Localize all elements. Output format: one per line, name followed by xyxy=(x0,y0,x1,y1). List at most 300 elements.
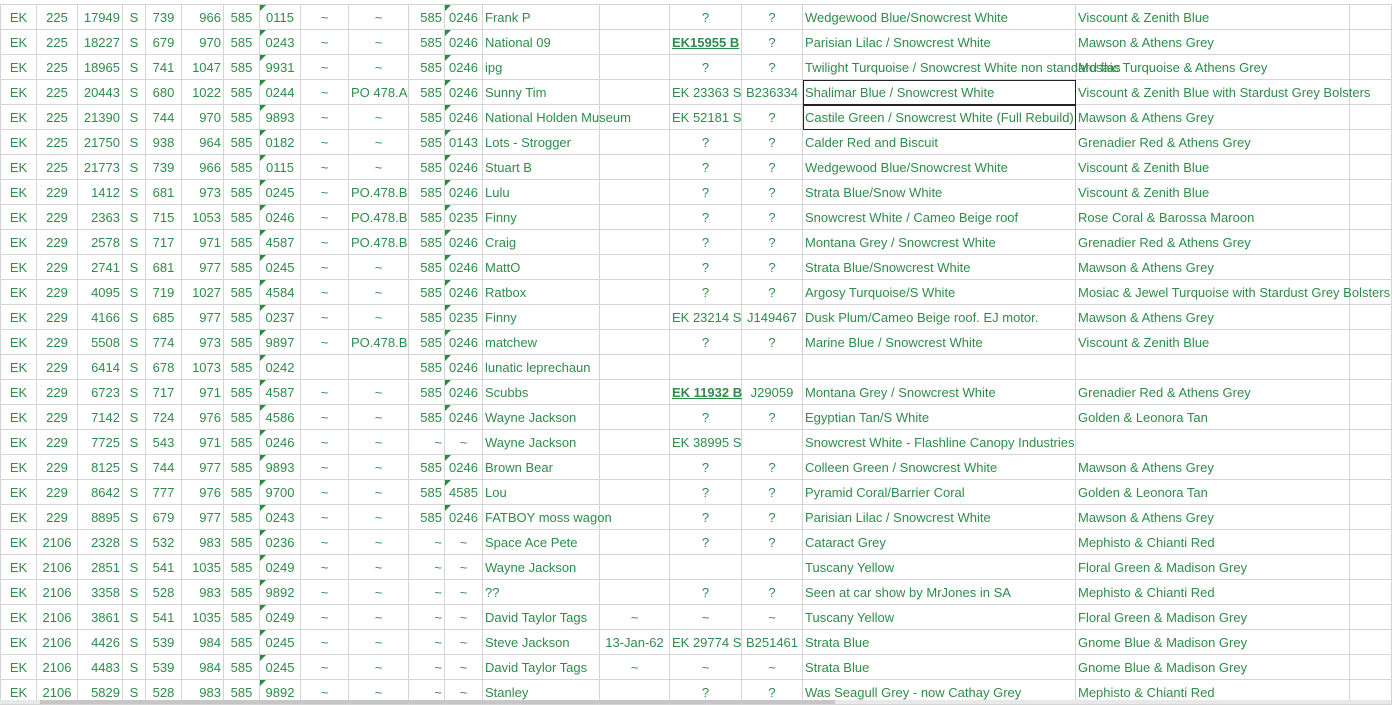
serial-cell[interactable]: 20443 xyxy=(78,80,123,105)
po-cell[interactable]: ~ xyxy=(349,530,409,555)
po-cell[interactable]: ~ xyxy=(349,305,409,330)
plate-cell[interactable]: ? xyxy=(670,205,742,230)
plate-cell[interactable]: ? xyxy=(670,580,742,605)
date-cell[interactable] xyxy=(600,330,670,355)
trim-desc-cell[interactable]: Mawson & Athens Grey xyxy=(1076,105,1350,130)
po-cell[interactable]: ~ xyxy=(349,480,409,505)
plate-cell[interactable]: ? xyxy=(670,455,742,480)
body-code-cell[interactable]: 229 xyxy=(37,355,78,380)
po-cell[interactable]: ~ xyxy=(349,455,409,480)
paint-cell[interactable]: 539 xyxy=(146,655,182,680)
plate-cell[interactable] xyxy=(670,555,742,580)
spare-cell[interactable] xyxy=(1350,430,1392,455)
paint-cell[interactable]: 678 xyxy=(146,355,182,380)
code2-cell[interactable]: 0246 xyxy=(445,380,483,405)
prefix2-cell[interactable]: 585 xyxy=(409,205,445,230)
code2-cell[interactable]: 0246 xyxy=(445,230,483,255)
option-cell[interactable]: ~ xyxy=(301,180,349,205)
type-cell[interactable]: S xyxy=(123,580,146,605)
trim-cell[interactable]: 1035 xyxy=(182,605,224,630)
paint-desc-cell[interactable]: Argosy Turquoise/S White xyxy=(803,280,1076,305)
code-cell[interactable]: 0237 xyxy=(260,305,301,330)
engine-cell[interactable]: ~ xyxy=(742,605,803,630)
trim-cell[interactable]: 966 xyxy=(182,5,224,30)
model-cell[interactable]: EK xyxy=(1,230,37,255)
code-cell[interactable]: 9700 xyxy=(260,480,301,505)
serial-cell[interactable]: 4166 xyxy=(78,305,123,330)
paint-cell[interactable]: 685 xyxy=(146,305,182,330)
prefix-cell[interactable]: 585 xyxy=(224,180,260,205)
date-cell[interactable]: ~ xyxy=(600,655,670,680)
spare-cell[interactable] xyxy=(1350,230,1392,255)
prefix2-cell[interactable]: ~ xyxy=(409,580,445,605)
engine-cell[interactable]: ? xyxy=(742,55,803,80)
code-cell[interactable]: 0245 xyxy=(260,255,301,280)
prefix2-cell[interactable]: 585 xyxy=(409,105,445,130)
owner-cell[interactable]: matchew xyxy=(483,330,600,355)
code2-cell[interactable]: 0246 xyxy=(445,455,483,480)
body-code-cell[interactable]: 229 xyxy=(37,480,78,505)
model-cell[interactable]: EK xyxy=(1,605,37,630)
prefix2-cell[interactable]: ~ xyxy=(409,680,445,705)
engine-cell[interactable] xyxy=(742,355,803,380)
trim-cell[interactable]: 1047 xyxy=(182,55,224,80)
plate-cell[interactable]: ? xyxy=(670,680,742,705)
type-cell[interactable]: S xyxy=(123,5,146,30)
owner-cell[interactable]: Finny xyxy=(483,305,600,330)
prefix2-cell[interactable]: 585 xyxy=(409,180,445,205)
prefix2-cell[interactable]: 585 xyxy=(409,480,445,505)
serial-cell[interactable]: 17949 xyxy=(78,5,123,30)
po-cell[interactable]: ~ xyxy=(349,630,409,655)
model-cell[interactable]: EK xyxy=(1,630,37,655)
body-code-cell[interactable]: 229 xyxy=(37,230,78,255)
paint-cell[interactable]: 777 xyxy=(146,480,182,505)
code2-cell[interactable]: 0235 xyxy=(445,305,483,330)
model-cell[interactable]: EK xyxy=(1,55,37,80)
code2-cell[interactable]: 0143 xyxy=(445,130,483,155)
model-cell[interactable]: EK xyxy=(1,30,37,55)
code2-cell[interactable]: 0246 xyxy=(445,255,483,280)
code-cell[interactable]: 9892 xyxy=(260,580,301,605)
code2-cell[interactable]: ~ xyxy=(445,655,483,680)
owner-cell[interactable]: National 09 xyxy=(483,30,600,55)
paint-desc-cell[interactable]: Strata Blue xyxy=(803,630,1076,655)
model-cell[interactable]: EK xyxy=(1,355,37,380)
serial-cell[interactable]: 5508 xyxy=(78,330,123,355)
spare-cell[interactable] xyxy=(1350,530,1392,555)
code-cell[interactable]: 0245 xyxy=(260,655,301,680)
trim-desc-cell[interactable]: Grenadier Red & Athens Grey xyxy=(1076,380,1350,405)
serial-cell[interactable]: 2578 xyxy=(78,230,123,255)
po-cell[interactable]: ~ xyxy=(349,30,409,55)
serial-cell[interactable]: 1412 xyxy=(78,180,123,205)
code2-cell[interactable]: 0246 xyxy=(445,180,483,205)
spare-cell[interactable] xyxy=(1350,405,1392,430)
serial-cell[interactable]: 8895 xyxy=(78,505,123,530)
plate-cell[interactable]: EK 38995 S xyxy=(670,430,742,455)
owner-cell[interactable]: Wayne Jackson xyxy=(483,430,600,455)
engine-cell[interactable]: ? xyxy=(742,580,803,605)
body-code-cell[interactable]: 225 xyxy=(37,130,78,155)
po-cell[interactable] xyxy=(349,355,409,380)
owner-cell[interactable]: Ratbox xyxy=(483,280,600,305)
engine-cell[interactable]: ? xyxy=(742,330,803,355)
prefix2-cell[interactable]: 585 xyxy=(409,405,445,430)
po-cell[interactable]: ~ xyxy=(349,255,409,280)
paint-cell[interactable]: 679 xyxy=(146,505,182,530)
option-cell[interactable]: ~ xyxy=(301,105,349,130)
paint-cell[interactable]: 774 xyxy=(146,330,182,355)
model-cell[interactable]: EK xyxy=(1,130,37,155)
engine-cell[interactable]: ? xyxy=(742,530,803,555)
plate-cell[interactable]: ? xyxy=(670,280,742,305)
paint-desc-cell[interactable]: Colleen Green / Snowcrest White xyxy=(803,455,1076,480)
paint-cell[interactable]: 744 xyxy=(146,105,182,130)
body-code-cell[interactable]: 229 xyxy=(37,455,78,480)
prefix-cell[interactable]: 585 xyxy=(224,480,260,505)
po-cell[interactable]: ~ xyxy=(349,5,409,30)
spare-cell[interactable] xyxy=(1350,30,1392,55)
code-cell[interactable]: 0115 xyxy=(260,5,301,30)
spare-cell[interactable] xyxy=(1350,80,1392,105)
prefix-cell[interactable]: 585 xyxy=(224,505,260,530)
paint-cell[interactable]: 681 xyxy=(146,255,182,280)
type-cell[interactable]: S xyxy=(123,605,146,630)
spare-cell[interactable] xyxy=(1350,105,1392,130)
body-code-cell[interactable]: 2106 xyxy=(37,555,78,580)
body-code-cell[interactable]: 229 xyxy=(37,305,78,330)
engine-cell[interactable]: ? xyxy=(742,155,803,180)
paint-cell[interactable]: 680 xyxy=(146,80,182,105)
engine-cell[interactable]: ? xyxy=(742,30,803,55)
owner-cell[interactable]: Space Ace Pete xyxy=(483,530,600,555)
owner-cell[interactable]: David Taylor Tags xyxy=(483,655,600,680)
engine-cell[interactable]: ? xyxy=(742,130,803,155)
spare-cell[interactable] xyxy=(1350,305,1392,330)
spare-cell[interactable] xyxy=(1350,355,1392,380)
plate-cell[interactable]: EK 23363 S xyxy=(670,80,742,105)
body-code-cell[interactable]: 229 xyxy=(37,430,78,455)
trim-desc-cell[interactable]: Mephisto & Chianti Red xyxy=(1076,580,1350,605)
spare-cell[interactable] xyxy=(1350,555,1392,580)
trim-desc-cell[interactable]: Viscount & Zenith Blue xyxy=(1076,330,1350,355)
paint-cell[interactable]: 532 xyxy=(146,530,182,555)
prefix2-cell[interactable]: 585 xyxy=(409,255,445,280)
owner-cell[interactable]: Craig xyxy=(483,230,600,255)
code2-cell[interactable]: 0246 xyxy=(445,30,483,55)
trim-desc-cell[interactable]: Viscount & Zenith Blue xyxy=(1076,5,1350,30)
plate-cell[interactable]: EK 23214 S xyxy=(670,305,742,330)
paint-desc-cell[interactable]: Cataract Grey xyxy=(803,530,1076,555)
po-cell[interactable]: ~ xyxy=(349,130,409,155)
type-cell[interactable]: S xyxy=(123,505,146,530)
owner-cell[interactable]: Stanley xyxy=(483,680,600,705)
code2-cell[interactable]: 0246 xyxy=(445,505,483,530)
code-cell[interactable]: 4586 xyxy=(260,405,301,430)
prefix-cell[interactable]: 585 xyxy=(224,155,260,180)
trim-desc-cell[interactable]: Mawson & Athens Grey xyxy=(1076,505,1350,530)
paint-desc-cell[interactable]: Was Seagull Grey - now Cathay Grey xyxy=(803,680,1076,705)
owner-cell[interactable]: Scubbs xyxy=(483,380,600,405)
prefix-cell[interactable]: 585 xyxy=(224,280,260,305)
trim-cell[interactable]: 966 xyxy=(182,155,224,180)
paint-desc-cell[interactable]: Twilight Turquoise / Snowcrest White non standard flas xyxy=(803,55,1076,80)
prefix-cell[interactable]: 585 xyxy=(224,530,260,555)
trim-desc-cell[interactable]: Golden & Leonora Tan xyxy=(1076,405,1350,430)
date-cell[interactable] xyxy=(600,5,670,30)
trim-cell[interactable]: 973 xyxy=(182,180,224,205)
type-cell[interactable]: S xyxy=(123,630,146,655)
trim-desc-cell[interactable]: Viscount & Zenith Blue xyxy=(1076,155,1350,180)
date-cell[interactable] xyxy=(600,280,670,305)
body-code-cell[interactable]: 2106 xyxy=(37,655,78,680)
prefix-cell[interactable]: 585 xyxy=(224,230,260,255)
code2-cell[interactable]: ~ xyxy=(445,530,483,555)
engine-cell[interactable]: ? xyxy=(742,505,803,530)
serial-cell[interactable]: 2328 xyxy=(78,530,123,555)
paint-cell[interactable]: 739 xyxy=(146,155,182,180)
owner-cell[interactable]: Wayne Jackson xyxy=(483,405,600,430)
engine-cell[interactable]: J29059 xyxy=(742,380,803,405)
engine-cell[interactable]: ? xyxy=(742,405,803,430)
paint-cell[interactable]: 539 xyxy=(146,630,182,655)
date-cell[interactable] xyxy=(600,130,670,155)
model-cell[interactable]: EK xyxy=(1,80,37,105)
date-cell[interactable] xyxy=(600,255,670,280)
code2-cell[interactable]: ~ xyxy=(445,430,483,455)
trim-desc-cell[interactable]: Mosiac & Jewel Turquoise with Stardust Grey Bolsters xyxy=(1076,280,1350,305)
spare-cell[interactable] xyxy=(1350,5,1392,30)
type-cell[interactable]: S xyxy=(123,555,146,580)
code2-cell[interactable]: ~ xyxy=(445,580,483,605)
date-cell[interactable] xyxy=(600,480,670,505)
trim-desc-cell[interactable]: Viscount & Zenith Blue with Stardust Grey Bolsters xyxy=(1076,80,1350,105)
spare-cell[interactable] xyxy=(1350,330,1392,355)
po-cell[interactable]: ~ xyxy=(349,605,409,630)
date-cell[interactable] xyxy=(600,30,670,55)
option-cell[interactable]: ~ xyxy=(301,380,349,405)
type-cell[interactable]: S xyxy=(123,430,146,455)
body-code-cell[interactable]: 225 xyxy=(37,55,78,80)
paint-cell[interactable]: 741 xyxy=(146,55,182,80)
owner-cell[interactable]: ipg xyxy=(483,55,600,80)
engine-cell[interactable]: B251461 xyxy=(742,630,803,655)
prefix2-cell[interactable]: ~ xyxy=(409,430,445,455)
body-code-cell[interactable]: 225 xyxy=(37,30,78,55)
body-code-cell[interactable]: 2106 xyxy=(37,530,78,555)
option-cell[interactable]: ~ xyxy=(301,505,349,530)
paint-desc-cell[interactable]: Wedgewood Blue/Snowcrest White xyxy=(803,155,1076,180)
paint-cell[interactable]: 541 xyxy=(146,555,182,580)
spare-cell[interactable] xyxy=(1350,480,1392,505)
option-cell[interactable]: ~ xyxy=(301,330,349,355)
engine-cell[interactable]: ? xyxy=(742,230,803,255)
type-cell[interactable]: S xyxy=(123,480,146,505)
owner-cell[interactable]: Sunny Tim xyxy=(483,80,600,105)
trim-cell[interactable]: 977 xyxy=(182,505,224,530)
trim-desc-cell[interactable]: Gnome Blue & Madison Grey xyxy=(1076,630,1350,655)
date-cell[interactable] xyxy=(600,380,670,405)
po-cell[interactable]: ~ xyxy=(349,505,409,530)
paint-desc-cell[interactable]: Dusk Plum/Cameo Beige roof. EJ motor. xyxy=(803,305,1076,330)
prefix2-cell[interactable]: ~ xyxy=(409,655,445,680)
prefix2-cell[interactable]: 585 xyxy=(409,505,445,530)
po-cell[interactable]: ~ xyxy=(349,655,409,680)
body-code-cell[interactable]: 225 xyxy=(37,155,78,180)
paint-desc-cell[interactable]: Egyptian Tan/S White xyxy=(803,405,1076,430)
date-cell[interactable] xyxy=(600,455,670,480)
serial-cell[interactable]: 4483 xyxy=(78,655,123,680)
code-cell[interactable]: 0243 xyxy=(260,30,301,55)
plate-cell[interactable]: ? xyxy=(670,405,742,430)
code2-cell[interactable]: 0235 xyxy=(445,205,483,230)
serial-cell[interactable]: 6723 xyxy=(78,380,123,405)
type-cell[interactable]: S xyxy=(123,155,146,180)
trim-cell[interactable]: 983 xyxy=(182,680,224,705)
date-cell[interactable] xyxy=(600,355,670,380)
code-cell[interactable]: 0244 xyxy=(260,80,301,105)
body-code-cell[interactable]: 225 xyxy=(37,80,78,105)
paint-cell[interactable]: 715 xyxy=(146,205,182,230)
model-cell[interactable]: EK xyxy=(1,680,37,705)
option-cell[interactable]: ~ xyxy=(301,655,349,680)
code-cell[interactable]: 4587 xyxy=(260,380,301,405)
plate-cell[interactable]: ~ xyxy=(670,605,742,630)
engine-cell[interactable]: ? xyxy=(742,255,803,280)
type-cell[interactable]: S xyxy=(123,455,146,480)
trim-desc-cell[interactable]: Grenadier Red & Athens Grey xyxy=(1076,230,1350,255)
serial-cell[interactable]: 3861 xyxy=(78,605,123,630)
option-cell[interactable]: ~ xyxy=(301,555,349,580)
trim-cell[interactable]: 976 xyxy=(182,405,224,430)
body-code-cell[interactable]: 2106 xyxy=(37,680,78,705)
paint-desc-cell[interactable]: Wedgewood Blue/Snowcrest White xyxy=(803,5,1076,30)
code2-cell[interactable]: ~ xyxy=(445,680,483,705)
spare-cell[interactable] xyxy=(1350,155,1392,180)
owner-cell[interactable]: FATBOY moss wagon xyxy=(483,505,600,530)
serial-cell[interactable]: 7142 xyxy=(78,405,123,430)
trim-cell[interactable]: 971 xyxy=(182,430,224,455)
engine-cell[interactable] xyxy=(742,555,803,580)
prefix-cell[interactable]: 585 xyxy=(224,455,260,480)
paint-cell[interactable]: 543 xyxy=(146,430,182,455)
trim-desc-cell[interactable]: Mephisto & Chianti Red xyxy=(1076,530,1350,555)
po-cell[interactable]: ~ xyxy=(349,155,409,180)
spare-cell[interactable] xyxy=(1350,130,1392,155)
code2-cell[interactable]: 0246 xyxy=(445,355,483,380)
prefix2-cell[interactable]: ~ xyxy=(409,605,445,630)
po-cell[interactable]: PO.478.B xyxy=(349,330,409,355)
engine-cell[interactable]: ? xyxy=(742,105,803,130)
trim-cell[interactable]: 984 xyxy=(182,655,224,680)
paint-desc-cell[interactable]: Marine Blue / Snowcrest White xyxy=(803,330,1076,355)
owner-cell[interactable]: David Taylor Tags xyxy=(483,605,600,630)
model-cell[interactable]: EK xyxy=(1,205,37,230)
type-cell[interactable]: S xyxy=(123,280,146,305)
prefix2-cell[interactable]: ~ xyxy=(409,630,445,655)
model-cell[interactable]: EK xyxy=(1,280,37,305)
type-cell[interactable]: S xyxy=(123,105,146,130)
trim-desc-cell[interactable]: Gnome Blue & Madison Grey xyxy=(1076,655,1350,680)
prefix2-cell[interactable]: 585 xyxy=(409,30,445,55)
prefix2-cell[interactable]: ~ xyxy=(409,555,445,580)
engine-cell[interactable]: ? xyxy=(742,455,803,480)
code2-cell[interactable]: ~ xyxy=(445,605,483,630)
model-cell[interactable]: EK xyxy=(1,530,37,555)
paint-cell[interactable]: 724 xyxy=(146,405,182,430)
prefix2-cell[interactable]: 585 xyxy=(409,355,445,380)
type-cell[interactable]: S xyxy=(123,405,146,430)
paint-desc-cell[interactable]: Seen at car show by MrJones in SA xyxy=(803,580,1076,605)
prefix2-cell[interactable]: 585 xyxy=(409,155,445,180)
prefix-cell[interactable]: 585 xyxy=(224,5,260,30)
trim-desc-cell[interactable]: Mawson & Athens Grey xyxy=(1076,455,1350,480)
trim-desc-cell[interactable]: Mawson & Athens Grey xyxy=(1076,305,1350,330)
paint-cell[interactable]: 739 xyxy=(146,5,182,30)
option-cell[interactable]: ~ xyxy=(301,430,349,455)
scrollbar-thumb[interactable] xyxy=(40,700,835,704)
spare-cell[interactable] xyxy=(1350,280,1392,305)
serial-cell[interactable]: 5829 xyxy=(78,680,123,705)
body-code-cell[interactable]: 229 xyxy=(37,255,78,280)
po-cell[interactable]: ~ xyxy=(349,55,409,80)
type-cell[interactable]: S xyxy=(123,305,146,330)
date-cell[interactable] xyxy=(600,80,670,105)
spare-cell[interactable] xyxy=(1350,380,1392,405)
paint-desc-cell[interactable]: Snowcrest White - Flashline Canopy Industries xyxy=(803,430,1076,455)
owner-cell[interactable]: Stuart B xyxy=(483,155,600,180)
code2-cell[interactable]: 0246 xyxy=(445,280,483,305)
po-cell[interactable]: ~ xyxy=(349,380,409,405)
serial-cell[interactable]: 18227 xyxy=(78,30,123,55)
plate-cell[interactable]: ? xyxy=(670,530,742,555)
spare-cell[interactable] xyxy=(1350,180,1392,205)
trim-cell[interactable]: 970 xyxy=(182,30,224,55)
spare-cell[interactable] xyxy=(1350,255,1392,280)
code2-cell[interactable]: ~ xyxy=(445,555,483,580)
code2-cell[interactable]: ~ xyxy=(445,630,483,655)
plate-cell[interactable]: ? xyxy=(670,55,742,80)
po-cell[interactable]: PO.478.B xyxy=(349,230,409,255)
paint-desc-cell[interactable]: Parisian Lilac / Snowcrest White xyxy=(803,505,1076,530)
body-code-cell[interactable]: 229 xyxy=(37,180,78,205)
type-cell[interactable]: S xyxy=(123,205,146,230)
paint-desc-cell[interactable]: Snowcrest White / Cameo Beige roof xyxy=(803,205,1076,230)
type-cell[interactable]: S xyxy=(123,655,146,680)
option-cell[interactable]: ~ xyxy=(301,80,349,105)
date-cell[interactable] xyxy=(600,180,670,205)
code-cell[interactable]: 9892 xyxy=(260,680,301,705)
type-cell[interactable]: S xyxy=(123,380,146,405)
owner-cell[interactable]: Finny xyxy=(483,205,600,230)
po-cell[interactable]: ~ xyxy=(349,555,409,580)
trim-cell[interactable]: 1022 xyxy=(182,80,224,105)
trim-cell[interactable]: 971 xyxy=(182,230,224,255)
date-cell[interactable]: 13-Jan-62 xyxy=(600,630,670,655)
type-cell[interactable]: S xyxy=(123,55,146,80)
prefix2-cell[interactable]: 585 xyxy=(409,305,445,330)
po-cell[interactable]: PO.478.B xyxy=(349,180,409,205)
type-cell[interactable]: S xyxy=(123,180,146,205)
plate-cell[interactable]: EK 29774 S xyxy=(670,630,742,655)
plate-cell[interactable]: ? xyxy=(670,480,742,505)
model-cell[interactable]: EK xyxy=(1,430,37,455)
option-cell[interactable]: ~ xyxy=(301,455,349,480)
code-cell[interactable]: 0245 xyxy=(260,630,301,655)
model-cell[interactable]: EK xyxy=(1,505,37,530)
option-cell[interactable]: ~ xyxy=(301,30,349,55)
